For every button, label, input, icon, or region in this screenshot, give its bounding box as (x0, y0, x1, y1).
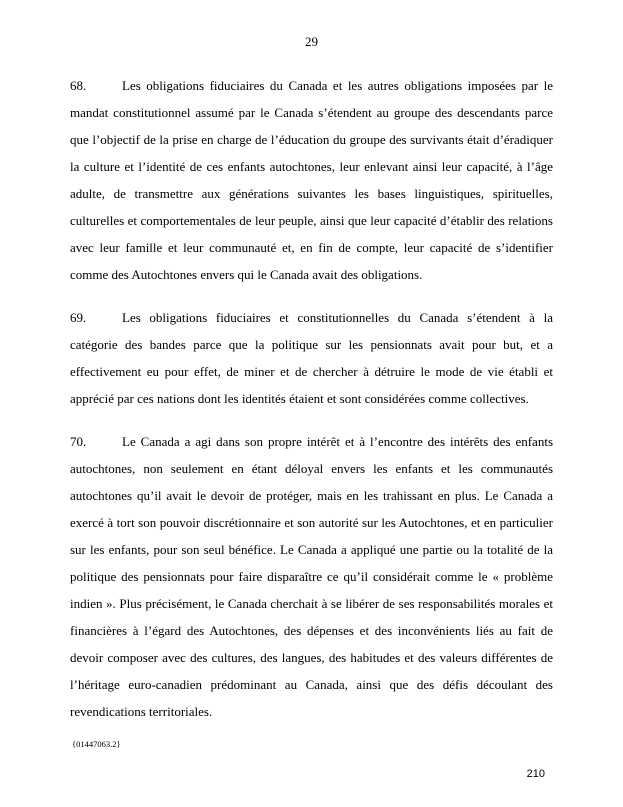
footer-docket-number: {01447063.2} (72, 739, 121, 749)
paragraph-70-number: 70. (70, 434, 87, 449)
paragraph-69-text: Les obligations fiduciaires et constitutionnelles du Canada s’étendent à la catégorie des bandes parce que la politique sur les pensionnats avait pour but, et a effectivement eu pour effet, de miner et de chercher à détruire le mode de vie établi et apprécié par ces nations dont les identités étaient et sont considérées comme collectives. (70, 310, 553, 406)
paragraph-68-text: Les obligations fiduciaires du Canada et les autres obligations imposées par le mandat constitutionnel assumé par le Canada s’étendent au groupe des descendants parce que l’objectif de la prise en charge de l’éducation du groupe des survivants était d’éradiquer la culture et l’identité de ces enfants autochtones, leur enlevant ainsi leur capacité, à l’âge adulte, de transmettre aux générations suivantes les bases linguistiques, spirituelles, culturelles et comportementales de leur peuple, ainsi que leur capacité d’établir des relations avec leur famille et leur communauté et, en fin de compte, leur capacité de s’identifier comme des Autochtones envers qui le Canada avait des obligations. (70, 78, 553, 282)
paragraph-69 (70, 304, 553, 412)
paragraph-70-text: Le Canada a agi dans son propre intérêt et à l’encontre des intérêts des enfants autochtones, non seulement en étant déloyal envers les enfants et les communautés autochtones qu’il avait le devoir de protéger, mais en les trahissant en plus. Le Canada a exercé à tort son pouvoir discrétionnaire et son autorité sur les Autochtones, et en particulier sur les enfants, pour son seul bénéfice. Le Canada a appliqué une partie ou la totalité de la politique des pensionnats pour faire disparaître ce qu’il considérait comme le « problème indien ». Plus précisément, le Canada cherchait à se libérer de ses responsabilités morales et financières à l’égard des Autochtones, des dépenses et des inconvénients liés au fait de devoir composer avec des cultures, des langues, des habitudes et des valeurs différentes de l’héritage euro-canadien prédominant au Canada, ainsi que des défis découlant des revendications territoriales. (70, 434, 553, 719)
footer-page-number: 210 (526, 768, 545, 780)
paragraph-69-number: 69. (70, 310, 87, 325)
page-header-number: 29 (305, 34, 318, 49)
paragraph-68-number: 68. (70, 78, 87, 93)
paragraph-68 (70, 72, 553, 288)
document-body (70, 34, 553, 741)
paragraph-70 (70, 428, 553, 725)
